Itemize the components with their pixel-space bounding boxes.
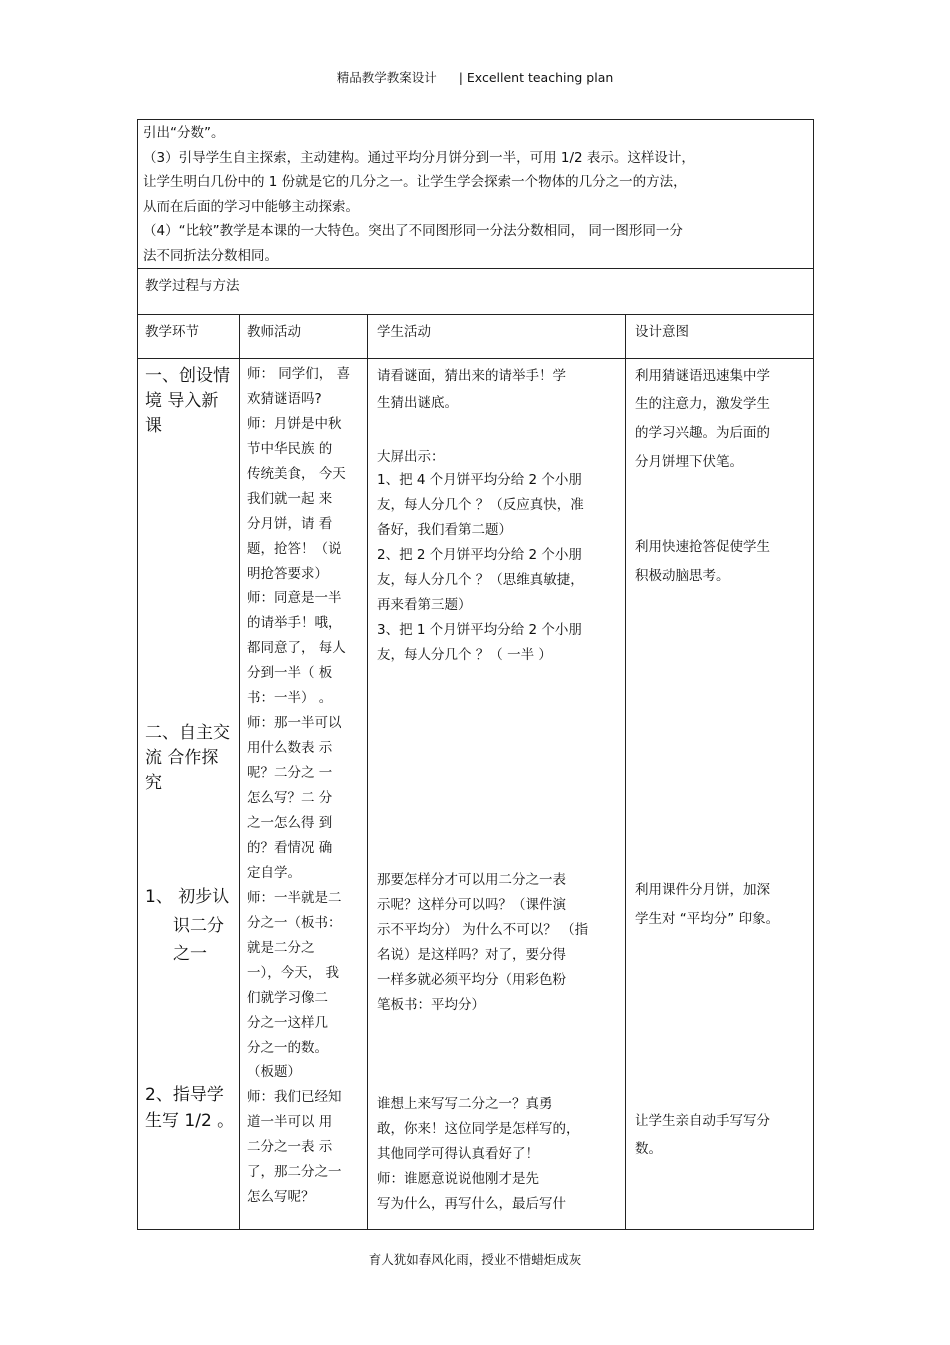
teacher-line: 分月饼，请 看 <box>247 516 333 532</box>
teacher-line: 怎么写？二 分 <box>247 790 333 806</box>
teacher-line: 师：同意是一半 <box>247 590 342 606</box>
stage-label: 流 合作探 <box>145 748 219 768</box>
teacher-line: 二分之一表 示 <box>247 1139 333 1155</box>
student-line: 那要怎样分才可以用二分之一表 <box>377 872 566 888</box>
design-note-line: 法不同折法分数相同。 <box>143 247 278 264</box>
intent-line: 利用猜谜语迅速集中学 <box>635 368 770 384</box>
stage-label: 1、 初步认 <box>145 887 230 907</box>
teacher-line: 分之一这样几 <box>247 1015 328 1031</box>
design-notes <box>143 121 808 269</box>
intent-line: 数。 <box>635 1141 662 1157</box>
student-line: 1、把 4 个月饼平均分给 2 个小朋 <box>377 472 582 488</box>
teacher-line: 明抢答要求） <box>247 566 328 582</box>
teacher-line: 的请举手！哦， <box>247 615 342 631</box>
student-line: 写为什么，再写什么，最后写什 <box>377 1196 566 1212</box>
design-note-line: 让学生明白几份中的 1 份就是它的几分之一。让学生学会探索一个物体的几分之一的方法， <box>143 174 687 191</box>
design-note-line: 从而在后面的学习中能够主动探索。 <box>143 198 359 215</box>
teacher-line: 道一半可以 用 <box>247 1114 333 1130</box>
teacher-line: 一），今天， 我 <box>247 965 340 981</box>
teacher-line: 之一怎么得 到 <box>247 815 333 831</box>
student-line: 友，每人分几个 ？（思维真敏捷， <box>377 572 584 588</box>
teacher-line: 节中华民族 的 <box>247 441 333 457</box>
teacher-line: （板题） <box>247 1064 301 1080</box>
teacher-line: 师：我们已经知 <box>247 1089 342 1105</box>
student-line: 3、把 1 个月饼平均分给 2 个小朋 <box>377 622 582 638</box>
student-line: 再来看第三题） <box>377 597 472 613</box>
teacher-line: 题，抢答！（说 <box>247 541 342 557</box>
intent-line: 分月饼埋下伏笔。 <box>635 454 743 470</box>
student-line: 示不平均分） 为什么不可以？ （指 <box>377 922 589 938</box>
column-header-teacher: 教师活动 <box>247 324 301 340</box>
stage-label: 境 导入新 <box>145 391 219 411</box>
student-line: 其他同学可得认真看好了！ <box>377 1146 539 1162</box>
design-note-line: （3）引导学生自主探索，主动建构。通过平均分月饼分到一半，可用 1/2 表示。这样设计， <box>143 149 695 166</box>
intent-line: 的学习兴趣。为后面的 <box>635 425 770 441</box>
header-title-cn: 精品教学教案设计 <box>336 70 437 85</box>
column-header-intent: 设计意图 <box>635 324 689 340</box>
student-line: 备好，我们看第二题） <box>377 522 512 538</box>
teacher-line: 分之一的数。 <box>247 1040 328 1056</box>
teacher-line: 师： 同学们， 喜 <box>247 366 351 382</box>
teacher-line: 就是二分之 <box>247 940 315 956</box>
stage-label: 究 <box>145 773 162 793</box>
teacher-line: 欢猜谜语吗? <box>247 391 322 407</box>
page-header <box>0 68 950 86</box>
student-line: 笔板书：平均分） <box>377 997 485 1013</box>
student-line: 友，每人分几个 ？（ 一半 ） <box>377 647 552 663</box>
student-line: 请看谜面，猜出来的请举手！学 <box>377 368 566 384</box>
teacher-line: 都同意了， 每人 <box>247 640 346 656</box>
stage-label: 识二分 <box>173 916 224 936</box>
column-header-student: 学生活动 <box>377 324 431 340</box>
teacher-line: 师：那一半可以 <box>247 715 342 731</box>
column-header-stage: 教学环节 <box>145 324 199 340</box>
teacher-line: 用什么数表 示 <box>247 740 333 756</box>
stage-label: 生写 1/2 。 <box>145 1111 235 1131</box>
teacher-line: 书：一半） 。 <box>247 690 333 706</box>
student-line: 示呢？这样分可以吗？（课件演 <box>377 897 566 913</box>
student-line: 师：谁愿意说说他刚才是先 <box>377 1171 539 1187</box>
student-line: 生猜出谜底。 <box>377 395 458 411</box>
student-line: 2、把 2 个月饼平均分给 2 个小朋 <box>377 547 582 563</box>
student-line: 名说）是这样吗？对了，要分得 <box>377 947 566 963</box>
stage-label: 2、指导学 <box>145 1085 224 1105</box>
student-line: 友，每人分几个 ？（反应真快，准 <box>377 497 584 513</box>
stage-label: 一、创设情 <box>145 366 230 386</box>
intent-line: 生的注意力，激发学生 <box>635 396 770 412</box>
teacher-line: 我们就一起 来 <box>247 491 333 507</box>
page-footer: 育人犹如春风化雨，授业不惜蜡炬成灰 <box>368 1252 582 1267</box>
teacher-line: 了，那二分之一 <box>247 1164 342 1180</box>
intent-line: 学生对 “平均分” 印象。 <box>635 911 780 927</box>
intent-line: 利用快速抢答促使学生 <box>635 539 770 555</box>
teacher-line: 呢？二分之 一 <box>247 765 333 781</box>
design-note-line: （4）“比较”教学是本课的一大特色。突出了不同图形同一分法分数相同， 同一图形同一分 <box>143 223 683 240</box>
student-line: 敢，你来！这位同学是怎样写的， <box>377 1121 580 1137</box>
teacher-line: 们就学习像二 <box>247 990 328 1006</box>
teacher-line: 分之一（板书： <box>247 915 342 931</box>
column-divider <box>239 314 240 1230</box>
teacher-line: 的？看情况 确 <box>247 840 333 856</box>
intent-line: 利用课件分月饼，加深 <box>635 882 770 898</box>
teacher-line: 怎么写呢？ <box>247 1189 315 1205</box>
intent-line: 让学生亲自动手写写分 <box>635 1113 770 1129</box>
stage-label: 课 <box>145 416 162 436</box>
teacher-line: 师：一半就是二 <box>247 890 342 906</box>
stage-label: 之一 <box>173 944 207 964</box>
student-line: 大屏出示： <box>377 449 445 465</box>
teacher-line: 定自学。 <box>247 865 301 881</box>
header-title-en: | Excellent teaching plan <box>458 70 614 85</box>
design-note-line: 引出“分数”。 <box>143 125 225 141</box>
column-divider <box>367 314 368 1230</box>
teacher-line: 分到一半（ 板 <box>247 665 333 681</box>
stage-label: 二、自主交 <box>145 723 230 743</box>
student-line: 谁想上来写写二分之一？真勇 <box>377 1096 553 1112</box>
teacher-line: 传统美食， 今天 <box>247 466 346 482</box>
student-line: 一样多就必须平均分（用彩色粉 <box>377 972 566 988</box>
process-title: 教学过程与方法 <box>145 278 240 294</box>
column-divider <box>625 314 626 1230</box>
intent-line: 积极动脑思考。 <box>635 568 730 584</box>
teacher-line: 师：月饼是中秋 <box>247 416 342 432</box>
